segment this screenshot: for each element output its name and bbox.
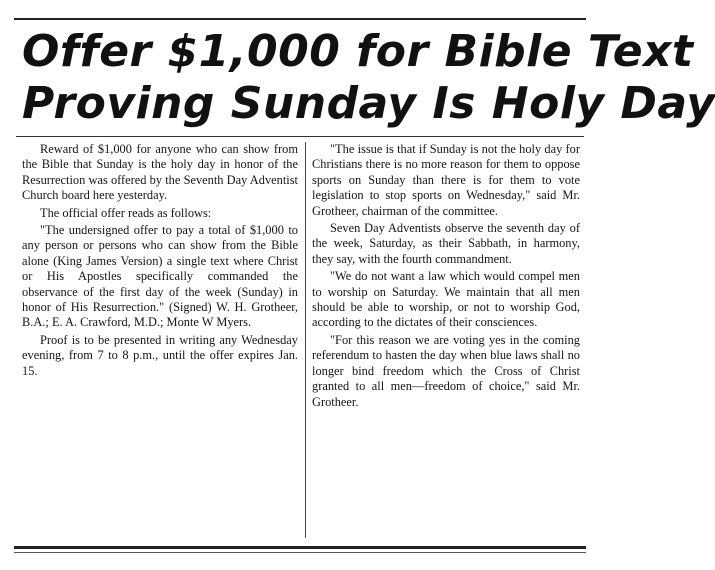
- paragraph: "The undersigned offer to pay a total of $1,000 to any person or persons who can show from the Bible alone (King James Version) a single text where Christ or His Apostles specifically commanded the observance of the first day of the week (Sunday) in honor of His Resurrection." (Signed) W. H. Grotheer, B.A.; E. A. Crawford, M.D.; Monte W Myers.: [22, 223, 298, 330]
- headline-rule: [16, 136, 584, 137]
- paragraph: Seven Day Adventists observe the seventh day of the week, Saturday, as their Sabbath, in harmony, they say, with the fourth commandment.: [312, 221, 580, 266]
- headline-line-2: Proving Sunday Is Holy Day: [22, 78, 715, 129]
- headline: [22, 26, 715, 130]
- right-column: [312, 142, 580, 412]
- top-rule: [14, 18, 586, 20]
- paragraph: "The issue is that if Sunday is not the holy day for Christians there is no more reason for them to oppose sports on Sunday than there is for them to vote legislation to stop sports on Wednesday," said Mr. Grotheer, chairman of the committee.: [312, 142, 580, 218]
- paragraph: Proof is to be presented in writing any Wednesday evening, from 7 to 8 p.m., until the offer expires Jan. 15.: [22, 332, 298, 378]
- paragraph: "For this reason we are voting yes in the coming referendum to hasten the day when blue laws shall no longer bind freedom which the Cross of Christ granted to all men—freedom of choice," said Mr. Grotheer.: [312, 332, 580, 409]
- paragraph: Reward of $1,000 for anyone who can show from the Bible that Sunday is the holy day in honor of the Resurrection was offered by the Seventh Day Adventist Church board here yesterday.: [22, 142, 298, 203]
- bottom-rule: [14, 546, 586, 549]
- headline-line-1: Offer $1,000 for Bible Text: [22, 26, 694, 77]
- paragraph: "We do not want a law which would compel men to worship on Saturday. We maintain that all men should be able to worship, or not to worship God, according to the dictates of their consciences.: [312, 269, 580, 330]
- paragraph: The official offer reads as follows:: [40, 205, 212, 220]
- bottom-rule-thin: [14, 552, 586, 553]
- column-divider: [305, 142, 306, 538]
- left-column: [22, 142, 298, 381]
